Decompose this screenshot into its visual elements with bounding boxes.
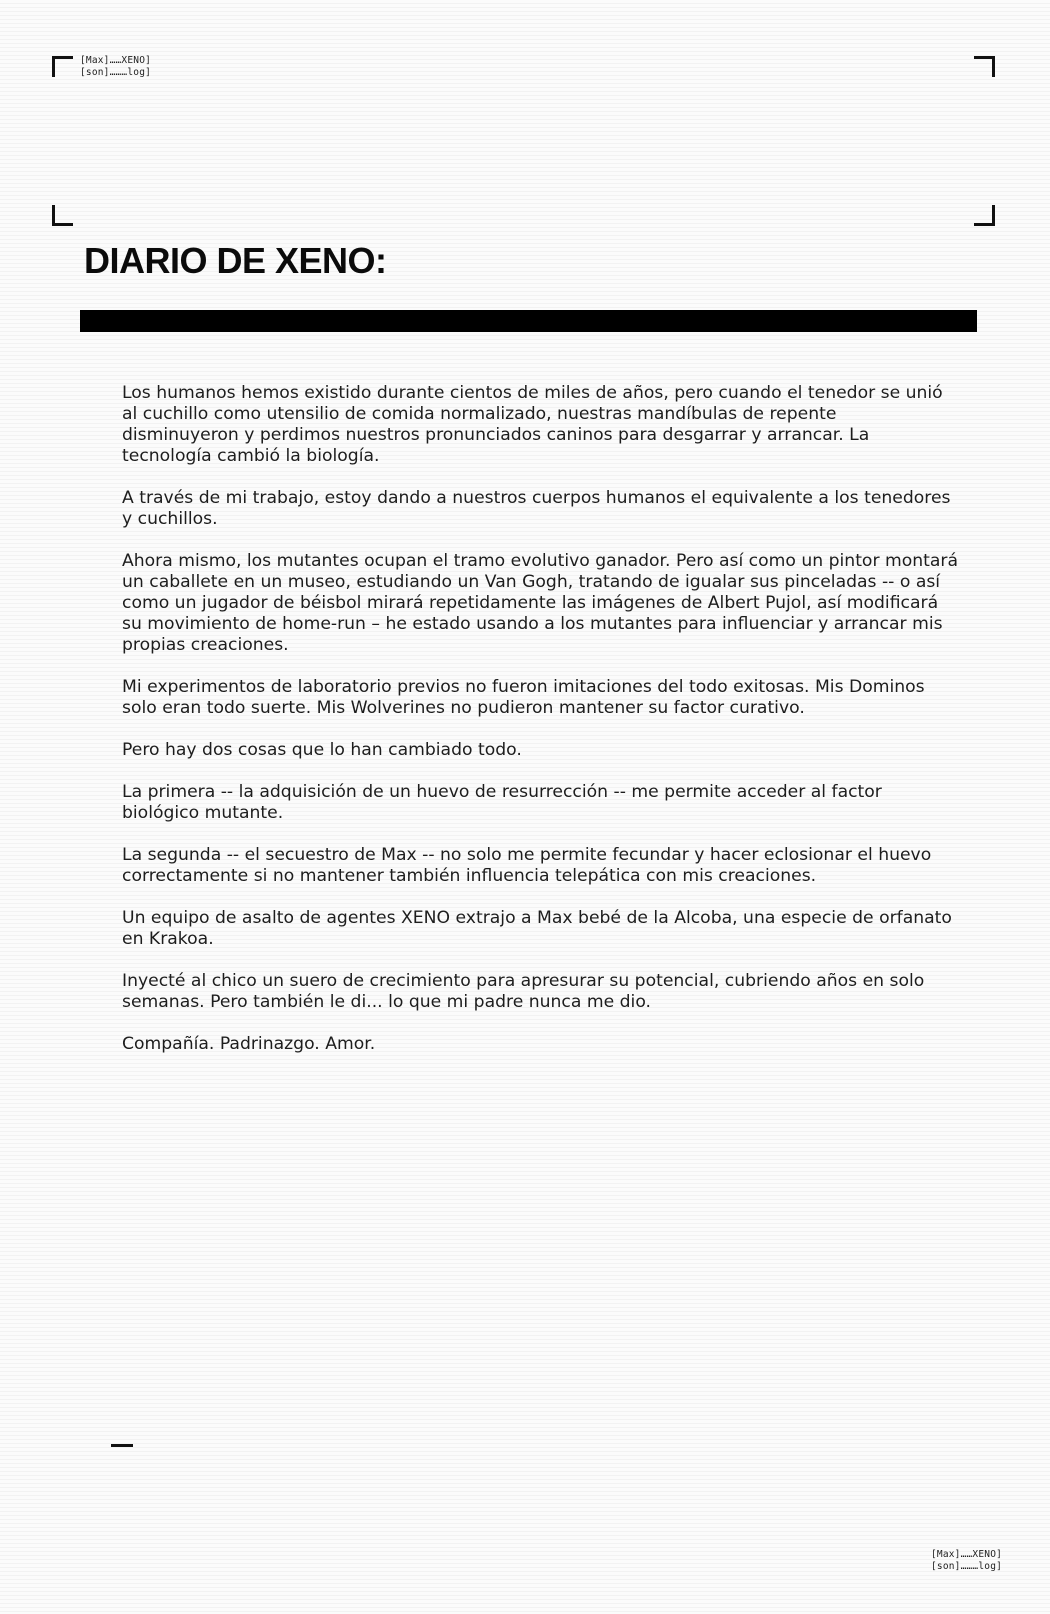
title-underline-bar [80,310,977,332]
paragraph-1: Los humanos hemos existido durante cientos de miles de años, pero cuando el tenedor se unió al cuchillo como utensilio de comida normalizado, nuestras mandíbulas de repente disminuyeron y perdimos nuestros pronunciados caninos para desgarrar y arrancar. La tecnología cambió la biología. [122,383,943,466]
paragraph-3: Ahora mismo, los mutantes ocupan el tramo evolutivo ganador. Pero así como un pintor montará un caballete en un museo, estudiando un Van Gogh, tratando de igualar sus pinceladas -- o así como un jugador de béisbol mirará repetidamente las imágenes de Albert Pujol, así modificará su movimiento de home-run – he estado usando a los mutantes para influenciar y arrancar mis propias creaciones. [122,551,959,655]
header-tag-line-2: [son]………log] [80,67,152,78]
frame-corner-top-left [52,56,73,77]
paragraph-5: Pero hay dos cosas que lo han cambiado todo. [122,740,522,760]
footer-tag [931,1549,1002,1573]
paragraph-9: Inyecté al chico un suero de crecimiento para apresurar su potencial, cubriendo años en solo semanas. Pero también le di... lo que mi padre nunca me dio. [122,971,925,1012]
paragraph-6: La primera -- la adquisición de un huevo de resurrección -- me permite acceder al factor biológico mutante. [122,782,882,823]
header-tag [80,55,151,79]
paragraph-8: Un equipo de asalto de agentes XENO extrajo a Max bebé de la Alcoba, una especie de orfanato en Krakoa. [122,908,952,949]
frame-corner-bottom-left [52,205,73,226]
footer-tag-line-1: [Max]……XENO] [931,1549,1003,1560]
frame-corner-top-right [974,56,995,77]
header-tag-line-1: [Max]……XENO] [80,55,152,66]
end-dash [111,1444,133,1447]
footer-tag-line-2: [son]………log] [931,1561,1003,1572]
diary-entry [122,383,958,1076]
paragraph-7: La segunda -- el secuestro de Max -- no solo me permite fecundar y hacer eclosionar el huevo correctamente si no mantener también influencia telepática con mis creaciones. [122,845,932,886]
frame-corner-bottom-right [974,205,995,226]
paragraph-4: Mi experimentos de laboratorio previos no fueron imitaciones del todo exitosas. Mis Dominos solo eran todo suerte. Mis Wolverines no pudieron mantener su factor curativo. [122,677,925,718]
paragraph-2: A través de mi trabajo, estoy dando a nuestros cuerpos humanos el equivalente a los tenedores y cuchillos. [122,488,951,529]
page-title: DIARIO DE XENO: [84,240,387,281]
paragraph-10: Compañía. Padrinazgo. Amor. [122,1034,376,1054]
